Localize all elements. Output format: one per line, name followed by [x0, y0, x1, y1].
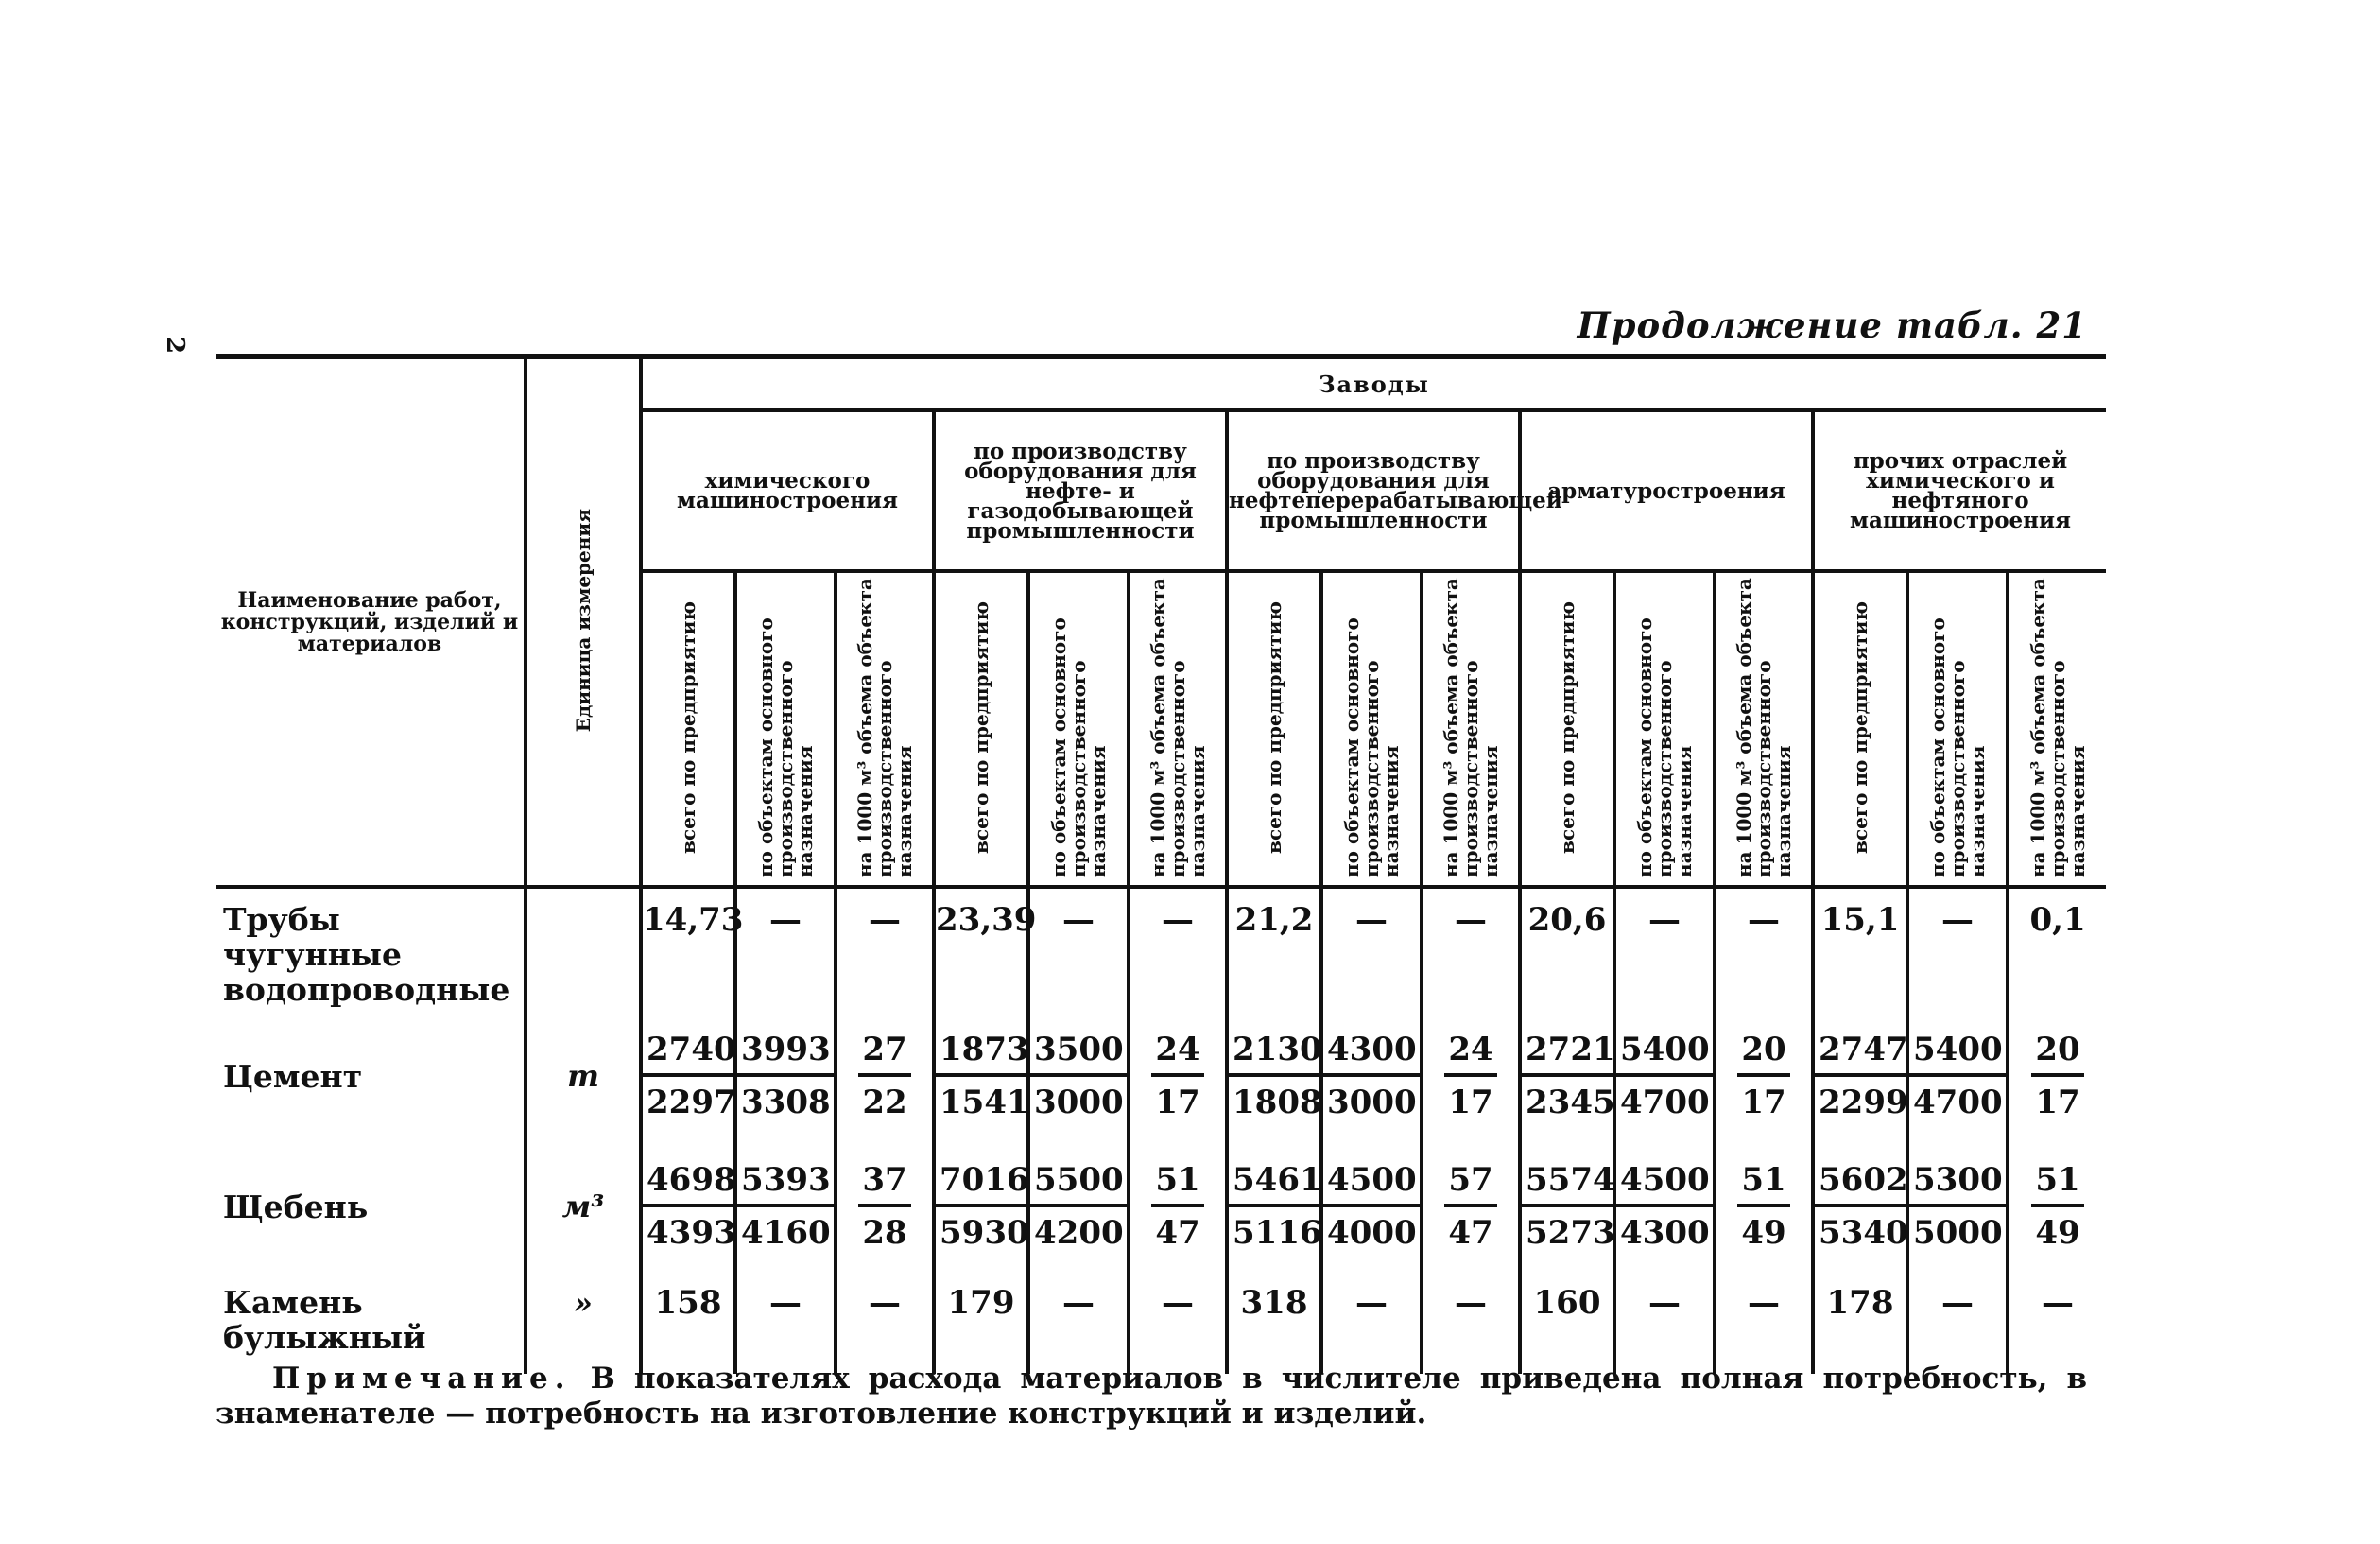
- value-cell: 15,1: [1813, 887, 1907, 1011]
- denominator: 47: [1155, 1214, 1200, 1252]
- fraction: [1522, 1032, 1619, 1120]
- note-text: В показателях расхода материалов в числителе приведена полная потребность, в знаменателе — потребность на изготовление конструкций и изделий.: [216, 1362, 2088, 1431]
- denominator: 5000: [1913, 1214, 2003, 1252]
- subcol-header: на 1000 м³ объема объекта производственного назначения: [1732, 578, 1795, 877]
- denominator: 47: [1448, 1214, 1493, 1252]
- denominator: 4393: [647, 1214, 736, 1252]
- value-cell: [1614, 1141, 1715, 1272]
- denominator: 4160: [741, 1214, 831, 1252]
- numerator: 27: [858, 1032, 910, 1077]
- fraction: [1737, 1162, 1789, 1251]
- page-corner-mark: 2: [161, 336, 190, 355]
- numerator: 5461: [1229, 1162, 1326, 1207]
- denominator: 17: [2035, 1084, 2080, 1121]
- value-cell: [1907, 1141, 2008, 1272]
- fraction: [1444, 1032, 1496, 1120]
- numerator: 7016: [936, 1162, 1033, 1207]
- fraction: [1909, 1032, 2007, 1120]
- numerator: 37: [858, 1162, 910, 1207]
- value-cell: [1422, 1011, 1520, 1141]
- numerator: 5400: [1909, 1032, 2007, 1077]
- numerator: 4698: [643, 1162, 740, 1207]
- row-unit: т: [526, 1011, 641, 1141]
- value-cell: [1907, 1011, 2008, 1141]
- denominator: 2297: [647, 1084, 736, 1121]
- value-cell: 20,6: [1520, 887, 1614, 1011]
- subcol-header: на 1000 м³ объема объекта производственного назначения: [1146, 578, 1209, 877]
- value-cell: 158: [641, 1272, 735, 1374]
- denominator: 4700: [1913, 1084, 2003, 1121]
- value-cell: 179: [934, 1272, 1028, 1374]
- value-cell: —: [1614, 887, 1715, 1011]
- fraction: [1229, 1162, 1326, 1251]
- denominator: 1541: [940, 1084, 1029, 1121]
- value-cell: [1715, 1011, 1813, 1141]
- numerator: 5400: [1616, 1032, 1714, 1077]
- value-cell: [836, 1011, 934, 1141]
- fraction: [737, 1032, 835, 1120]
- subcol-header: по объектам основного производственного назначения: [1046, 617, 1110, 877]
- continuation-title: Продолжение табл. 21: [1577, 304, 2087, 346]
- value-cell: 160: [1520, 1272, 1614, 1374]
- numerator: 24: [1444, 1032, 1496, 1077]
- numerator: 5574: [1522, 1162, 1619, 1207]
- value-cell: [1614, 1011, 1715, 1141]
- subcol-header: всего по предприятию: [1848, 600, 1871, 854]
- value-cell: 0,1: [2008, 887, 2106, 1011]
- denominator: 5273: [1526, 1214, 1615, 1252]
- fraction: [936, 1162, 1033, 1251]
- value-cell: [1129, 1011, 1227, 1141]
- denominator: 17: [1155, 1084, 1200, 1121]
- value-cell: —: [1028, 887, 1129, 1011]
- subcol-header: всего по предприятию: [969, 600, 992, 854]
- subcol-header: по объектам основного производственного назначения: [753, 617, 817, 877]
- materials-table: [216, 354, 2106, 1374]
- value-cell: [1715, 1141, 1813, 1272]
- denominator: 17: [1448, 1084, 1493, 1121]
- numerator: 5500: [1030, 1162, 1128, 1207]
- row-name: Щебень: [223, 1188, 369, 1225]
- subcol-header: на 1000 м³ объема объекта производственного назначения: [2026, 578, 2089, 877]
- row-name: Камень булыжный: [223, 1284, 426, 1356]
- fraction: [1030, 1162, 1128, 1251]
- denominator: 3000: [1327, 1084, 1417, 1121]
- row-unit: [526, 887, 641, 1011]
- denominator: 4700: [1620, 1084, 1710, 1121]
- denominator: 3308: [741, 1084, 831, 1121]
- group-header: арматуростроения: [1520, 410, 1813, 571]
- value-cell: 14,73: [641, 887, 735, 1011]
- denominator: 49: [2035, 1214, 2080, 1252]
- fraction: [858, 1162, 910, 1251]
- numerator: 2130: [1229, 1032, 1326, 1077]
- col-name-header: Наименование работ, конструкций, изделий и материалов: [216, 356, 526, 887]
- value-cell: —: [1614, 1272, 1715, 1374]
- value-cell: —: [1715, 1272, 1813, 1374]
- value-cell: [2008, 1011, 2106, 1141]
- group-header: по производству оборудования для нефте- и газодобывающей промышленности: [934, 410, 1227, 571]
- numerator: 51: [1151, 1162, 1203, 1207]
- value-cell: —: [1129, 1272, 1227, 1374]
- fraction: [1323, 1162, 1421, 1251]
- fraction: [936, 1032, 1033, 1120]
- subcol-header: на 1000 м³ объема объекта производственного назначения: [853, 578, 916, 877]
- value-cell: —: [2008, 1272, 2106, 1374]
- value-cell: —: [1907, 887, 2008, 1011]
- numerator: 4300: [1323, 1032, 1421, 1077]
- subcol-header: на 1000 м³ объема объекта производственного назначения: [1439, 578, 1502, 877]
- fraction: [643, 1162, 740, 1251]
- col-unit-header: Единица измерения: [571, 508, 595, 733]
- fraction: [737, 1162, 835, 1251]
- value-cell: —: [1715, 887, 1813, 1011]
- subcol-header: всего по предприятию: [1262, 600, 1285, 854]
- group-header: по производству оборудования для нефтеперерабатывающей промышленности: [1227, 410, 1520, 571]
- denominator: 22: [862, 1084, 907, 1121]
- row-name: Цемент: [223, 1057, 363, 1095]
- row-unit: »: [526, 1272, 641, 1374]
- value-cell: 318: [1227, 1272, 1321, 1374]
- table-row: [216, 1272, 2106, 1374]
- value-cell: [1321, 1141, 1422, 1272]
- subcol-header: по объектам основного производственного назначения: [1632, 617, 1696, 877]
- subcol-header: всего по предприятию: [1555, 600, 1578, 854]
- value-cell: [934, 1011, 1028, 1141]
- fraction: [1616, 1162, 1714, 1251]
- numerator: 2747: [1815, 1032, 1912, 1077]
- value-cell: [1321, 1011, 1422, 1141]
- table-row: [216, 887, 2106, 1011]
- value-cell: —: [1028, 1272, 1129, 1374]
- value-cell: —: [1422, 887, 1520, 1011]
- numerator: 3500: [1030, 1032, 1128, 1077]
- denominator: 3000: [1034, 1084, 1124, 1121]
- numerator: 20: [2031, 1032, 2083, 1077]
- value-cell: [1813, 1141, 1907, 1272]
- numerator: 2740: [643, 1032, 740, 1077]
- denominator: 5116: [1233, 1214, 1322, 1252]
- value-cell: —: [1422, 1272, 1520, 1374]
- value-cell: —: [735, 1272, 836, 1374]
- value-cell: [2008, 1141, 2106, 1272]
- value-cell: —: [1321, 887, 1422, 1011]
- fraction: [1522, 1162, 1619, 1251]
- value-cell: [641, 1141, 735, 1272]
- subcol-header: всего по предприятию: [676, 600, 699, 854]
- denominator: 28: [862, 1214, 907, 1252]
- subcol-header: по объектам основного производственного назначения: [1339, 617, 1403, 877]
- denominator: 17: [1741, 1084, 1786, 1121]
- numerator: 51: [2031, 1162, 2083, 1207]
- subcol-header: по объектам основного производственного назначения: [1925, 617, 1989, 877]
- denominator: 5340: [1819, 1214, 1908, 1252]
- table-note: [216, 1362, 2087, 1431]
- fraction: [858, 1032, 910, 1120]
- group-header: химического машиностроения: [641, 410, 934, 571]
- row-name: Трубы чугунные водопроводные: [223, 901, 510, 1008]
- numerator: 24: [1151, 1032, 1203, 1077]
- fraction: [1151, 1162, 1203, 1251]
- value-cell: [1520, 1141, 1614, 1272]
- value-cell: [1520, 1011, 1614, 1141]
- fraction: [643, 1032, 740, 1120]
- numerator: 51: [1737, 1162, 1789, 1207]
- fraction: [1616, 1032, 1714, 1120]
- fraction: [1909, 1162, 2007, 1251]
- value-cell: —: [836, 887, 934, 1011]
- denominator: 1808: [1233, 1084, 1322, 1121]
- numerator: 3993: [737, 1032, 835, 1077]
- value-cell: [1227, 1011, 1321, 1141]
- value-cell: —: [735, 887, 836, 1011]
- denominator: 4200: [1034, 1214, 1124, 1252]
- value-cell: [1028, 1011, 1129, 1141]
- value-cell: [836, 1141, 934, 1272]
- numerator: 2721: [1522, 1032, 1619, 1077]
- fraction: [1229, 1032, 1326, 1120]
- denominator: 2299: [1819, 1084, 1908, 1121]
- fraction: [2031, 1032, 2083, 1120]
- value-cell: [1422, 1141, 1520, 1272]
- fraction: [1737, 1032, 1789, 1120]
- fraction: [1815, 1162, 1912, 1251]
- value-cell: —: [836, 1272, 934, 1374]
- numerator: 20: [1737, 1032, 1789, 1077]
- numerator: 1873: [936, 1032, 1033, 1077]
- value-cell: —: [1129, 887, 1227, 1011]
- fraction: [2031, 1162, 2083, 1251]
- value-cell: [735, 1011, 836, 1141]
- table-row: [216, 1141, 2106, 1272]
- numerator: 5393: [737, 1162, 835, 1207]
- numerator: 5602: [1815, 1162, 1912, 1207]
- value-cell: [934, 1141, 1028, 1272]
- value-cell: [1028, 1141, 1129, 1272]
- fraction: [1815, 1032, 1912, 1120]
- numerator: 4500: [1616, 1162, 1714, 1207]
- numerator: 4500: [1323, 1162, 1421, 1207]
- note-label: Примечание.: [272, 1362, 572, 1396]
- value-cell: [1129, 1141, 1227, 1272]
- numerator: 5300: [1909, 1162, 2007, 1207]
- value-cell: 178: [1813, 1272, 1907, 1374]
- denominator: 5930: [940, 1214, 1029, 1252]
- numerator: 57: [1444, 1162, 1496, 1207]
- value-cell: 21,2: [1227, 887, 1321, 1011]
- fraction: [1323, 1032, 1421, 1120]
- fraction: [1151, 1032, 1203, 1120]
- fraction: [1444, 1162, 1496, 1251]
- value-cell: 23,39: [934, 887, 1028, 1011]
- value-cell: [735, 1141, 836, 1272]
- row-unit: м³: [526, 1141, 641, 1272]
- denominator: 49: [1741, 1214, 1786, 1252]
- top-group-header: Заводы: [641, 356, 2106, 410]
- table-row: [216, 1011, 2106, 1141]
- col-unit-header-cell: [526, 356, 641, 887]
- value-cell: —: [1907, 1272, 2008, 1374]
- fraction: [1030, 1032, 1128, 1120]
- value-cell: [1227, 1141, 1321, 1272]
- value-cell: [641, 1011, 735, 1141]
- value-cell: —: [1321, 1272, 1422, 1374]
- group-header: прочих отраслей химического и нефтяного машиностроения: [1813, 410, 2106, 571]
- denominator: 4300: [1620, 1214, 1710, 1252]
- denominator: 2345: [1526, 1084, 1615, 1121]
- denominator: 4000: [1327, 1214, 1417, 1252]
- value-cell: [1813, 1011, 1907, 1141]
